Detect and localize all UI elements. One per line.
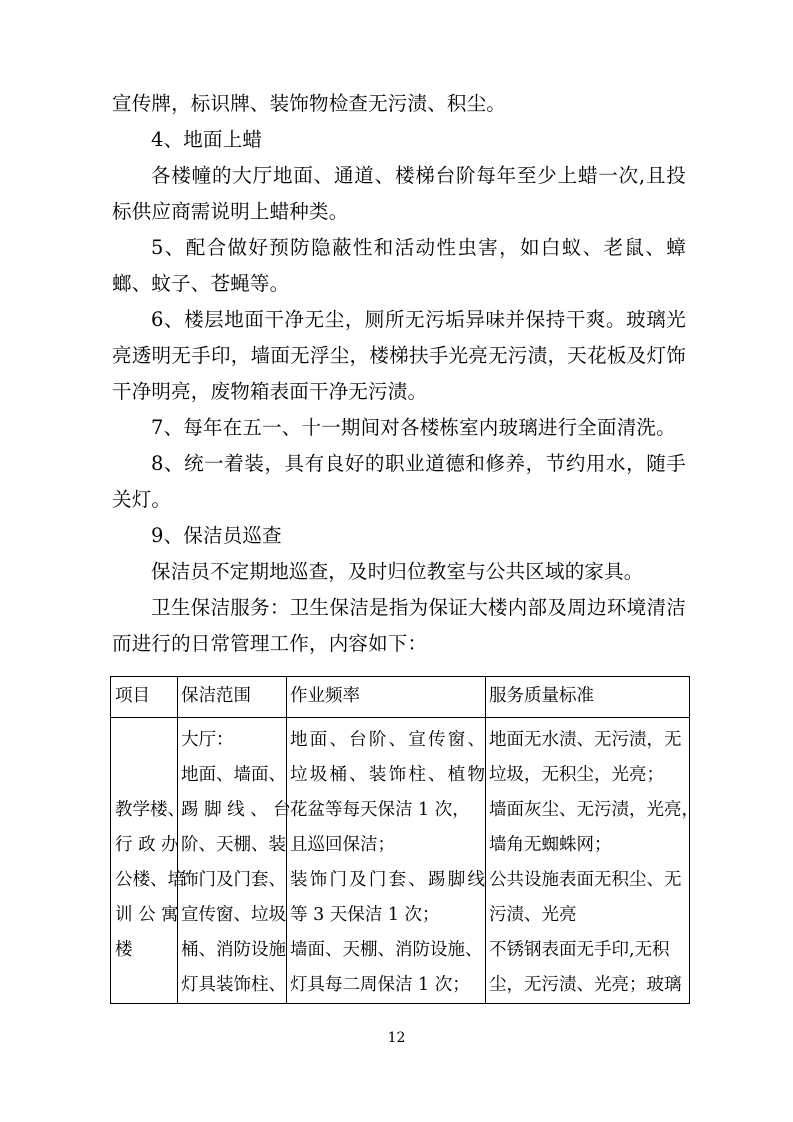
table-header-cell-scope — [178, 677, 287, 718]
frequency-line-6: 等 3 天保洁 1 次； — [290, 905, 440, 925]
scope-line-6: 宣传窗、垃圾 — [181, 905, 286, 925]
standard-line-8: 尘，无污渍、光亮；玻璃 — [489, 975, 682, 995]
paragraph-item-4-body: 各楼幢的大厅地面、通道、楼梯台阶每年至少上蜡一次,且投标供应商需说明上蜡种类。 — [112, 164, 686, 223]
body-text-block — [112, 86, 686, 662]
scope-line-7: 桶、消防设施 — [181, 940, 286, 960]
frequency-line-2: 垃圾桶、装饰柱、植物 — [290, 765, 485, 785]
header-label-frequency: 作业频率 — [290, 686, 360, 706]
table-cell-item — [111, 718, 185, 1004]
frequency-line-1: 地面、台阶、宣传窗、 — [290, 730, 485, 750]
item-line-4: 训 公 寓 — [115, 905, 179, 925]
table-header-cell-item — [111, 677, 178, 718]
scope-line-3: 踢 脚 线 、 台 — [181, 800, 291, 820]
item-line-5: 楼 — [115, 940, 133, 960]
paragraph-item-4-heading: 4、地面上蜡 — [151, 128, 263, 151]
standard-line-2: 垃圾，无积尘，光亮； — [489, 765, 664, 785]
paragraph-item-9-body: 保洁员不定期地巡查，及时归位教室与公共区域的家具。 — [151, 560, 644, 583]
scope-line-1: 大厅： — [181, 730, 234, 750]
header-label-item: 项目 — [115, 686, 150, 706]
standard-line-5: 公共设施表面无积尘、无 — [489, 870, 682, 890]
paragraph-intro: 卫生保洁服务：卫生保洁是指为保证大楼内部及周边环境清洁而进行的日常管理工作，内容如下： — [112, 596, 686, 655]
paragraph-item-9-heading: 9、保洁员巡查 — [151, 524, 282, 547]
paragraph-item-6: 6、楼层地面干净无尘，厕所无污垢异味并保持干爽。玻璃光亮透明无手印，墙面无浮尘，楼梯扶手光亮无污渍，天花板及灯饰干净明亮，废物箱表面干净无污渍。 — [112, 308, 686, 403]
table-cell-standard — [486, 718, 699, 1004]
scope-line-5: 饰门及门套、 — [181, 870, 286, 890]
table-header-row — [111, 677, 690, 718]
standard-line-1: 地面无水渍、无污渍，无 — [489, 730, 682, 750]
paragraph-item-7: 7、每年在五一、十一期间对各楼栋室内玻璃进行全面清洗。 — [151, 416, 676, 439]
paragraph-xuanchuanpai: 宣传牌，标识牌、装饰物检查无污渍、积尘。 — [112, 92, 507, 115]
paragraph-item-5: 5、配合做好预防隐蔽性和活动性虫害，如白蚁、老鼠、蟑螂、蚊子、苍蝇等。 — [112, 236, 686, 295]
scope-line-8: 灯具装饰柱、 — [181, 975, 286, 995]
paragraph-item-8: 8、统一着装，具有良好的职业道德和修养，节约用水，随手关灯。 — [112, 452, 686, 511]
frequency-line-3: 花盆等每天保洁 1 次， — [290, 800, 470, 820]
standard-line-3: 墙面灰尘、无污渍，光亮， — [489, 800, 699, 820]
standard-line-7: 不锈钢表面无手印,无积 — [489, 940, 670, 960]
frequency-line-5: 装饰门及门套、踢脚线 — [290, 870, 485, 890]
header-label-scope: 保洁范围 — [181, 686, 251, 706]
page-number: 12 — [387, 1030, 406, 1046]
table-cell-scope — [178, 718, 291, 1004]
table-row — [111, 718, 690, 1004]
cleaning-service-table — [110, 676, 699, 1004]
item-line-3: 公楼、培 — [115, 870, 185, 890]
table-header-cell-standard — [486, 677, 690, 718]
table-cell-frequency — [287, 718, 486, 1004]
standard-line-6: 污渍、光亮 — [489, 905, 577, 925]
scope-line-4: 阶、天棚、装 — [181, 835, 286, 855]
scope-line-2: 地面、墙面、 — [181, 765, 286, 785]
cleaning-service-table-wrapper — [110, 676, 699, 1004]
standard-line-4: 墙角无蜘蛛网； — [489, 835, 612, 855]
frequency-line-7: 墙面、天棚、消防设施、 — [290, 940, 483, 960]
cell-top-spacer — [115, 723, 177, 793]
frequency-line-8: 灯具每二周保洁 1 次； — [290, 975, 470, 995]
item-line-1: 教学楼、 — [115, 800, 185, 820]
header-label-standard: 服务质量标准 — [489, 686, 594, 706]
table-header-cell-frequency — [287, 677, 486, 718]
item-line-2: 行 政 办 — [115, 835, 179, 855]
frequency-line-4: 且巡回保洁； — [290, 835, 395, 855]
